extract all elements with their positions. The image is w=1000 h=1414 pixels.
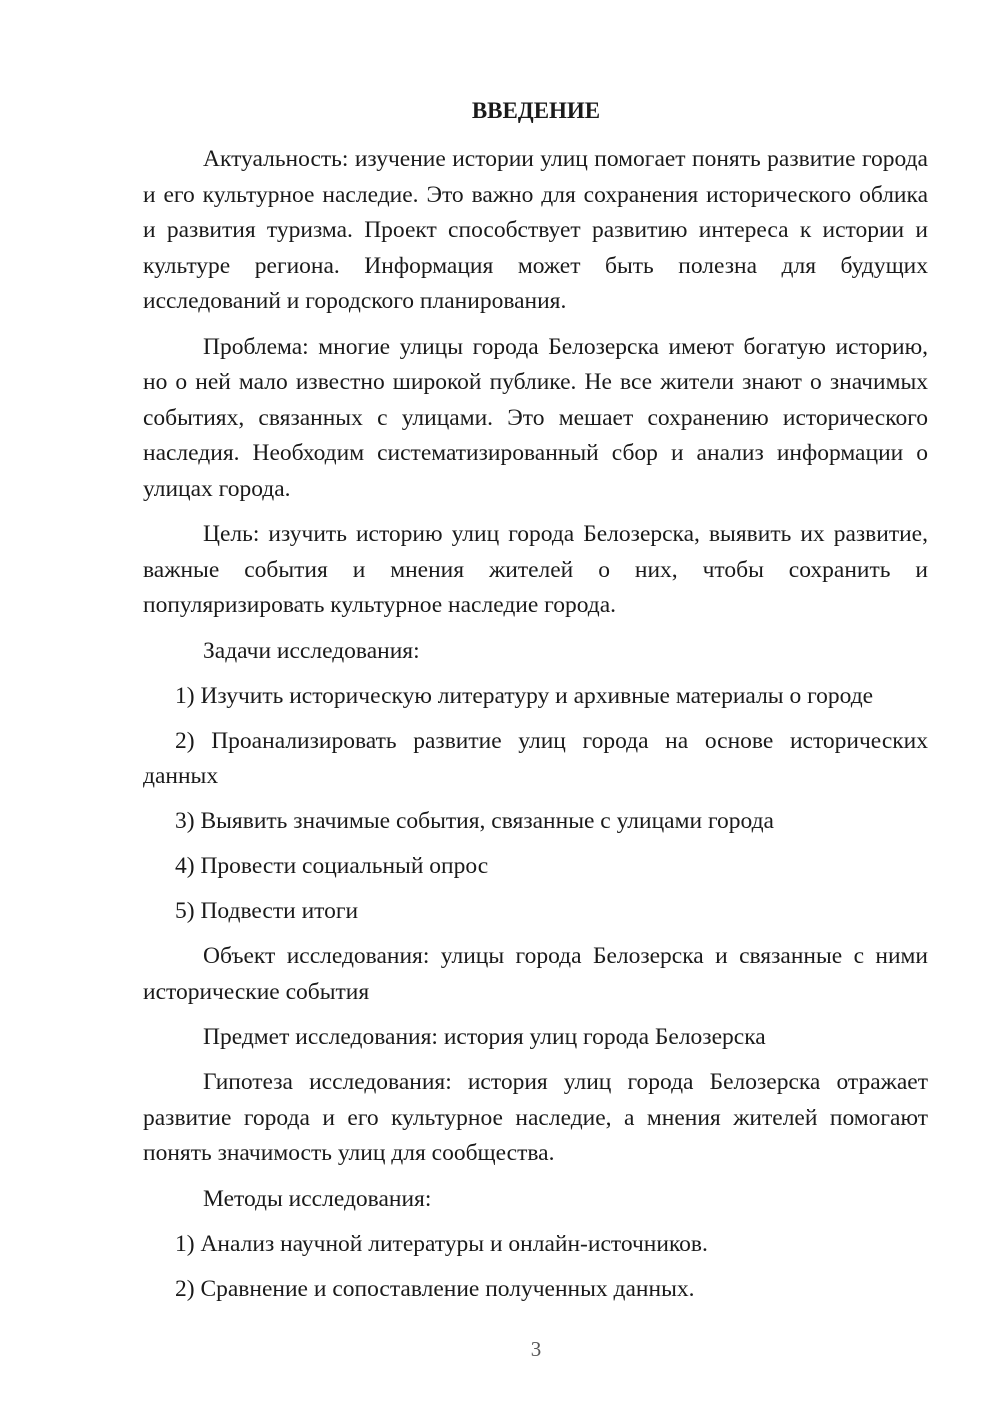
document-body [143, 142, 928, 1307]
method-item-2: 2) Сравнение и сопоставление полученных данных. [175, 1275, 695, 1302]
page-title: ВВЕДЕНИЕ [471, 98, 601, 123]
task-item-1: 1) Изучить историческую литературу и архивные материалы о городе [175, 682, 874, 709]
paragraph-methods-heading: Методы исследования: [203, 1185, 432, 1212]
paragraph-tasks-heading: Задачи исследования: [203, 637, 420, 664]
method-item-1: 1) Анализ научной литературы и онлайн-источников. [175, 1230, 708, 1257]
paragraph-subject: Предмет исследования: история улиц города Белозерска [203, 1023, 766, 1050]
task-item-5: 5) Подвести итоги [175, 898, 359, 924]
paragraph-goal: Цель: изучить историю улиц города Белозерска, выявить их развитие, важные события и мнения жителей о них, чтобы сохранить и популяризировать культурное наследие города. [143, 521, 928, 618]
paragraph-object: Объект исследования: улицы города Белозерска и связанные с ними исторические события [143, 943, 928, 1005]
page-number: 3 [530, 1337, 542, 1361]
task-item-3: 3) Выявить значимые события, связанные с улицами города [175, 808, 774, 834]
paragraph-hypothesis: Гипотеза исследования: история улиц города Белозерска отражает развитие города и его культурное наследие, а мнения жителей помогают понять значимость улиц для сообщества. [143, 1069, 928, 1166]
task-item-4: 4) Провести социальный опрос [175, 853, 489, 879]
paragraph-problem: Проблема: многие улицы города Белозерска имеют богатую историю, но о ней мало известно широкой публике. Не все жители знают о значимых событиях, связанных с улицами. Это мешает сохранению исторического наследия. Необходим систематизированный сбор и анализ информации о улицах города. [143, 333, 928, 502]
paragraph-relevance: Актуальность: изучение истории улиц помогает понять развитие города и его культурное наследие. Это важно для сохранения исторического облика и развития туризма. Проект способствует развитию интереса к истории и культуре региона. Информация может быть полезна для будущих исследований и городского планирования. [143, 146, 928, 314]
task-item-2: 2) Проанализировать развитие улиц города на основе исторических данных [143, 727, 928, 789]
